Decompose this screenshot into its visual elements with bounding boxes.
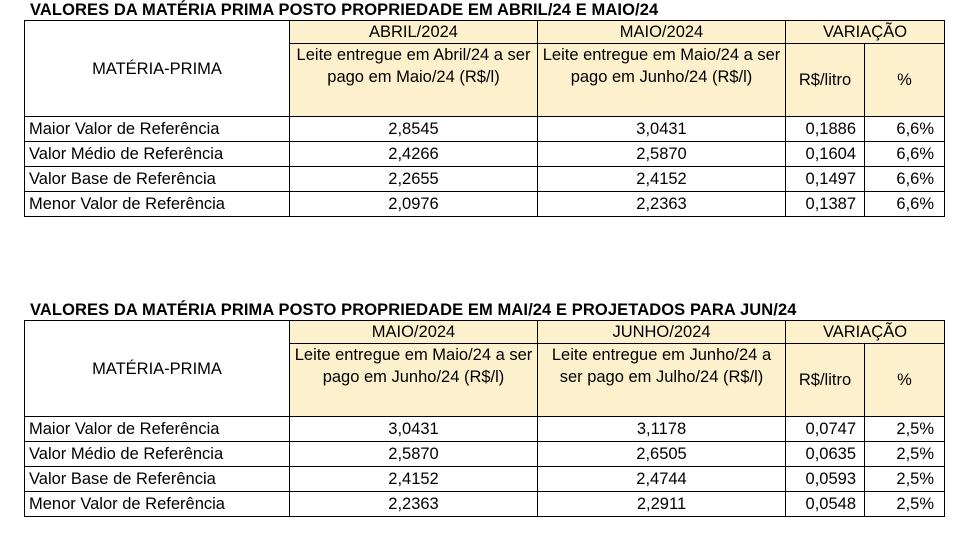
price-table xyxy=(24,320,945,517)
row-label: Valor Médio de Referência xyxy=(25,142,290,167)
table-row xyxy=(25,467,945,492)
value-percent: 2,5% xyxy=(865,492,945,517)
row-label: Valor Médio de Referência xyxy=(25,442,290,467)
header-materia-prima: MATÉRIA-PRIMA xyxy=(25,21,290,117)
table-row xyxy=(25,442,945,467)
value-variation: 0,0747 xyxy=(786,417,865,442)
value-period-1: 2,8545 xyxy=(290,117,538,142)
value-variation: 0,0635 xyxy=(786,442,865,467)
value-period-1: 2,2655 xyxy=(290,167,538,192)
value-variation: 0,0593 xyxy=(786,467,865,492)
header-unit-rs: R$/litro xyxy=(786,44,865,117)
value-period-2: 2,6505 xyxy=(538,442,786,467)
header-period-2: MAIO/2024 xyxy=(538,21,786,44)
value-period-2: 2,4152 xyxy=(538,167,786,192)
value-period-2: 2,4744 xyxy=(538,467,786,492)
value-percent: 6,6% xyxy=(865,142,945,167)
value-period-1: 2,2363 xyxy=(290,492,538,517)
header-desc-2: Leite entregue em Junho/24 a ser pago em Julho/24 (R$/l) xyxy=(538,344,786,417)
value-percent: 2,5% xyxy=(865,417,945,442)
table-title: VALORES DA MATÉRIA PRIMA POSTO PROPRIEDADE EM ABRIL/24 E MAIO/24 xyxy=(30,1,659,19)
value-period-2: 3,0431 xyxy=(538,117,786,142)
header-period-2: JUNHO/2024 xyxy=(538,321,786,344)
header-materia-prima: MATÉRIA-PRIMA xyxy=(25,321,290,417)
header-unit-pct: % xyxy=(865,44,945,117)
value-percent: 6,6% xyxy=(865,117,945,142)
table-row xyxy=(25,192,945,217)
row-label: Maior Valor de Referência xyxy=(25,117,290,142)
value-variation: 0,0548 xyxy=(786,492,865,517)
header-desc-1: Leite entregue em Abril/24 a ser pago em Maio/24 (R$/l) xyxy=(290,44,538,117)
price-table-april-may xyxy=(24,0,944,217)
value-period-2: 2,2911 xyxy=(538,492,786,517)
row-label: Menor Valor de Referência xyxy=(25,192,290,217)
value-period-1: 2,0976 xyxy=(290,192,538,217)
row-label: Menor Valor de Referência xyxy=(25,492,290,517)
value-period-2: 2,5870 xyxy=(538,142,786,167)
value-percent: 6,6% xyxy=(865,167,945,192)
header-period-1: MAIO/2024 xyxy=(290,321,538,344)
price-table-may-june xyxy=(24,300,944,517)
value-period-1: 2,4152 xyxy=(290,467,538,492)
value-percent: 6,6% xyxy=(865,192,945,217)
value-variation: 0,1604 xyxy=(786,142,865,167)
table-row xyxy=(25,492,945,517)
row-label: Valor Base de Referência xyxy=(25,167,290,192)
header-unit-pct: % xyxy=(865,344,945,417)
header-variation: VARIAÇÃO xyxy=(786,21,945,44)
table-row xyxy=(25,167,945,192)
table-row xyxy=(25,142,945,167)
table-row xyxy=(25,117,945,142)
header-desc-1: Leite entregue em Maio/24 a ser pago em Junho/24 (R$/l) xyxy=(290,344,538,417)
value-variation: 0,1497 xyxy=(786,167,865,192)
value-period-1: 2,5870 xyxy=(290,442,538,467)
value-percent: 2,5% xyxy=(865,467,945,492)
value-variation: 0,1886 xyxy=(786,117,865,142)
table-row xyxy=(25,417,945,442)
value-period-2: 3,1178 xyxy=(538,417,786,442)
value-period-1: 3,0431 xyxy=(290,417,538,442)
value-percent: 2,5% xyxy=(865,442,945,467)
value-period-2: 2,2363 xyxy=(538,192,786,217)
header-desc-2: Leite entregue em Maio/24 a ser pago em Junho/24 (R$/l) xyxy=(538,44,786,117)
header-unit-rs: R$/litro xyxy=(786,344,865,417)
header-variation: VARIAÇÃO xyxy=(786,321,945,344)
value-variation: 0,1387 xyxy=(786,192,865,217)
table-title: VALORES DA MATÉRIA PRIMA POSTO PROPRIEDADE EM MAI/24 E PROJETADOS PARA JUN/24 xyxy=(30,301,797,319)
row-label: Valor Base de Referência xyxy=(25,467,290,492)
price-table xyxy=(24,20,945,217)
header-period-1: ABRIL/2024 xyxy=(290,21,538,44)
row-label: Maior Valor de Referência xyxy=(25,417,290,442)
value-period-1: 2,4266 xyxy=(290,142,538,167)
